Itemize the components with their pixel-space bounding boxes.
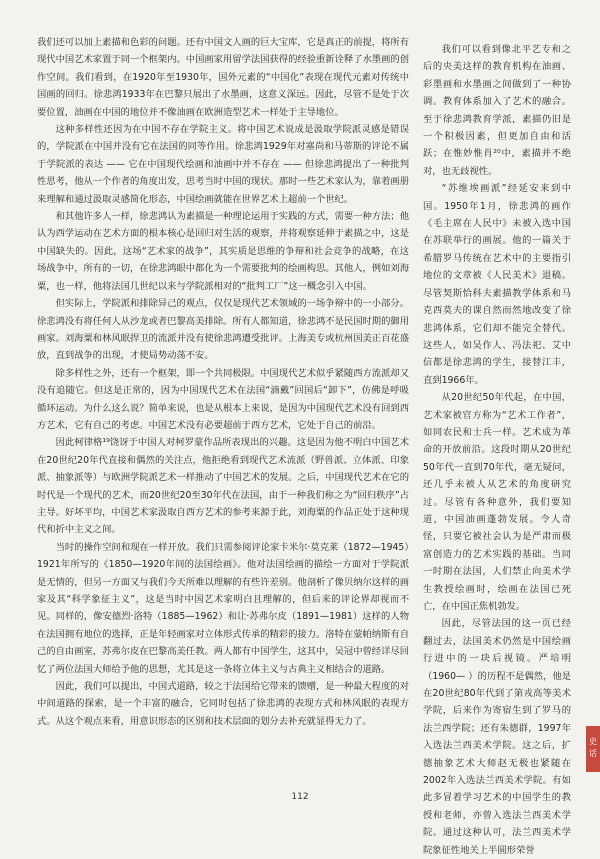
section-side-tab: 史话 bbox=[586, 726, 600, 772]
paragraph: 我们还可以加上素描和色彩的问题。还有中国文人画的巨大宝库，它是真正的前提，将所有现代中国艺术家置于同一个框架内。中国画家用留学法国获得的经验重新诠释了水墨画的创作空间。我们看到，在1920年至1930年，国外元素的“中国化”表现在现代元素对传统中国画的回归。徐悲鸿1933年在巴黎只展出了水墨画，这意义深远。因此，尽管不是处于次要位置，油画在中国的地位并不像油画在欧洲造型艺术一样处于主导地位。 bbox=[37, 37, 409, 118]
paragraph: 这种多样性还因为在中国不存在学院主义。将中国艺术说成是汲取学院派灵感是错误的，学院派在中国并没有它在法国的同等作用。徐悲鸿1929年对塞尚和马蒂斯的评论不属于学院派的表达 —— 它在中国现代绘画和油画中并不存在 —— 但徐悲鸿提出了一种批判性思考，他从一个作者的角度出发，思考当时中国的现状。那时一些艺术家认为，靠着画册来理解和通过汲取灵感简化形态，中国绘画就能在世界艺术上超前一个世纪。 bbox=[37, 124, 409, 205]
paragraph: 但实际上，学院派和排除异己的观点，仅仅是现代艺术领域的一场争辩中的一小部分。徐悲鸿没有将任何人从沙龙或者巴黎高美排除。所有人都知道，徐悲鸿不是民国时期的御用画家。刘海粟和林风眠捍卫的流派并没有使徐悲鸿遭受批评。上海美专或杭州国美正百花盛放，直到战争的出现，才使局势动荡不安。 bbox=[37, 298, 409, 362]
paragraph: “苏维埃画派”经延安来到中国。1950年1月，徐悲鸿的画作《毛主席在人民中》未被入选中国在苏联举行的画展。他的一篇关于希腊罗马传统在艺术中的主要指引地位的文章被《人民美术》退稿。尽管契斯恰科夫素描教学体系和马克西莫夫的课自然而然地改变了徐悲鸿体系，它们却不能完全替代。这些人，如吴作人、冯法祀、艾中信都是徐悲鸿的学生，接替江丰，直到1966年。 bbox=[423, 183, 571, 386]
page-number: 112 bbox=[291, 792, 309, 802]
paragraph: 和其他许多人一样，徐悲鸿认为素描是一种理论运用于实践的方式，需要一种方法；他认为西学运动在艺术方面的根本核心是回归对生活的观察，并将观察延伸于素描之中，这是中国缺失的。因此，这场“艺术家的战争”，其实质是思维的争辩和社会竞争的战略，在这场战争中，所有的一切，在徐悲鸿眼中都化为一个需要批判的绘画构思。其他人，例如刘海粟，也一样，他将法国几世纪以来与学院派相对的“批判工厂”这一概念引入中国。 bbox=[37, 211, 409, 292]
paragraph: 除多样性之外，还有一个框架，即一个共同极限。中国现代艺术似乎紧随西方流派却又没有追随它。但这是正常的，因为中国现代艺术在法国“滴戴”回国后“卸下”，仿佛是呼吸循环运动。为什么这么说？简单来说，也是从根本上来说，是因为中国现代艺术没有回到西方艺术，它有自己的考虑。中国艺术没有必要超前于西方艺术，它处于自己的前沿。 bbox=[37, 367, 409, 431]
paragraph: 因此，尽管法国的这一页已经翻过去，法国美术仍然是中国绘画行进中的一块后视镜。严培明（1960— ）的历程不是偶然，他是在20世纪80年代到了第戎高等美术学院，后来作为寄宿生到了罗马的法兰西学院；还有朱德群，1997年入选法兰西美术学院。这之后，扩德抽象艺术大师赵无极也紧随在2002年入选法兰西美术学院。有如此多冒着学习艺术的中国学生的教授和老师，亦曾入选法兰西美术学院。通过这种认可，法兰西美术学院象征性地关上半圆形荣誉 bbox=[423, 618, 571, 856]
left-text-column bbox=[37, 34, 409, 730]
paragraph: 我们可以看到像北平艺专和之后的央美这样的教育机构在油画、彩墨画和水墨画之间做到了一种协调。教育体系加入了艺术的融合。至于徐悲鸿教育学派，素描仍旧是一个积极因素，但更加自由和活跃；在惟妙惟肖²⁰中，素描并不绝对，也无歧视性。 bbox=[423, 44, 571, 177]
paragraph: 从20世纪50年代起，在中国，艺术家被官方称为“艺术工作者”，如同农民和士兵一样。艺术成为革命的开放前沿。这段时期从20世纪50年代一直到70年代，毫无疑问，还几乎未被人从艺术的角度研究过。尽管有各种意外，我们要知道，中国油画蓬勃发展。令人奇怪，只要它被社会认为是严肃而极富创造力的艺术实践的基础。当同一时期在法国，人们禁止向美术学生教授绘画时，绘画在法国已死亡，在中国正焦机勃发。 bbox=[423, 392, 571, 612]
paragraph: 因此，我们可以提出，中国式道路，较之于法国给它带来的馈赠，是一种最大程度的对中间道路的探索，是一个丰富的融合，它同时包括了徐悲鸿的表现方式和林风眠的表现方式。从这个观点来看，用意识形态的区别和技术层面的划分去补充就显得无力了。 bbox=[37, 681, 409, 727]
paragraph: 当时的操作空间和现在一样开放。我们只需参阅评论家卡米尔·莫克莱（1872—1945）1921年所写的《1850—1920年间的法国绘画》。他对法国绘画的描绘一方面对于学院派是无情的，但另一方面又与我们今天所难以理解的有些许差别。他剖析了像贝纳尔这样的画家及其“科学象征主义”，这是当时中国艺术家明白且理解的，但后来的评论界却视而不见。同样的，像安德烈·洛特（1885—1962）和让·苏弗尔皮（1891—1981）这样的人物在法国拥有地位的选择，正是年轻画家对立体形式传承的精彩的接力。洛特在蒙帕纳斯有自己的自由画室，苏弗尔皮在巴黎高美任教。两人都有中国学生，这其中，吴冠中曾经详尽回忆了两位法国大师给予他的思想，尤其是这一条将立体主义与古典主义相结合的道路。 bbox=[37, 541, 409, 675]
right-text-column bbox=[423, 41, 571, 859]
paragraph: 因此柯律格¹⁹饶讶于中国人对柯罗蒙作品所表现出的兴趣。这是因为他不明白中国艺术在20世纪20年代直接和偶然的关注点，他拒绝看到现代艺术流派（野兽派、立体派、印象派、抽象派等）与欧洲学院派艺术一样推动了中国艺术的发展。之后，中国现代艺术在它的时代是一个现代的艺术，而20世纪20至30年代在法国，由于一种我们称之为“回归秩序”占主导。好坏平均，中国艺术家汲取自西方艺术的参考来源于此，刘海粟的作品正处于这种现代和折中主义之间。 bbox=[37, 437, 409, 536]
